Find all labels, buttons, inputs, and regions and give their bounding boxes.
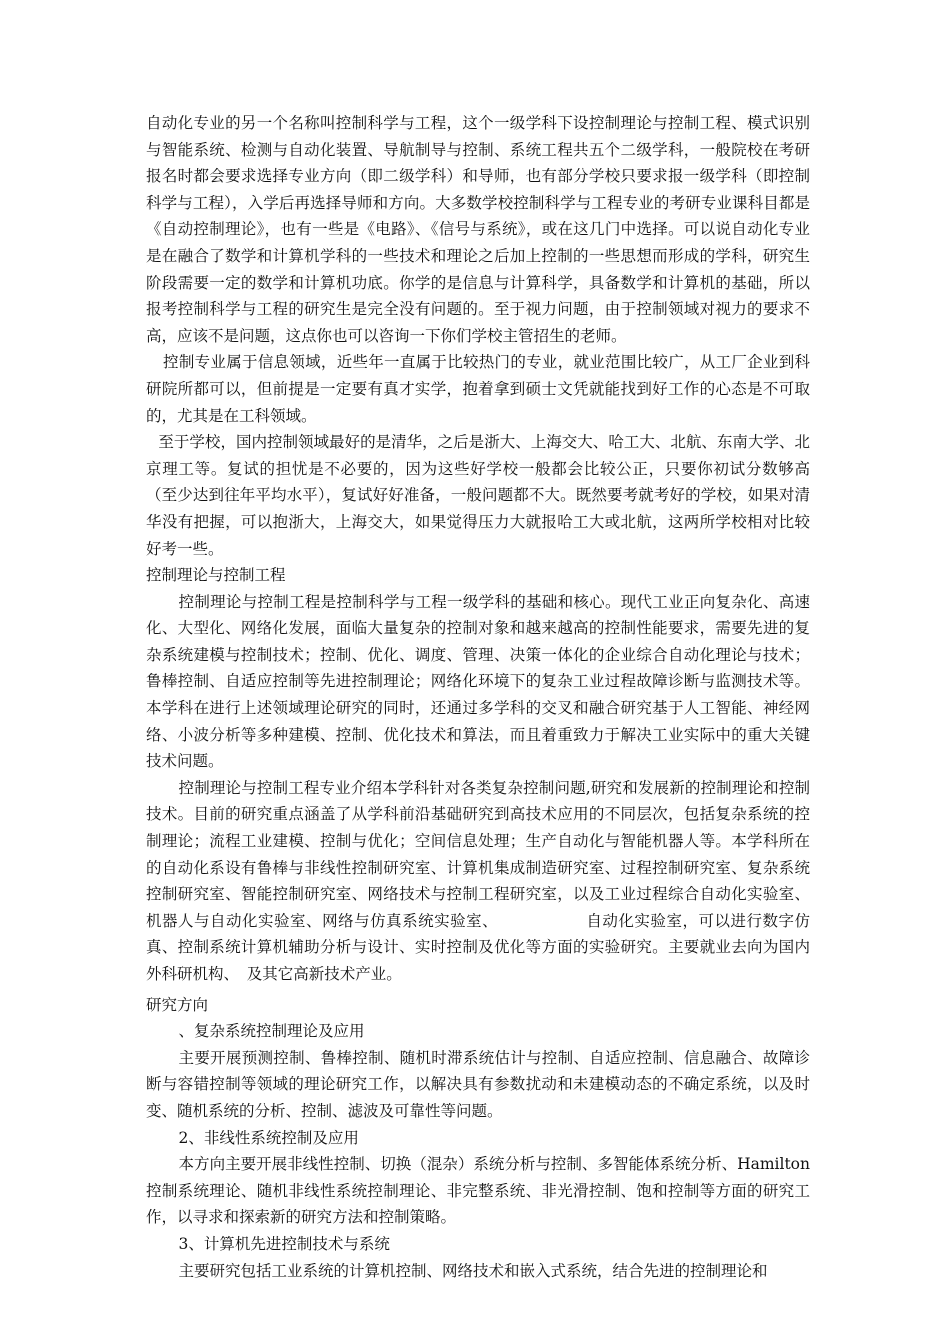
research-direction-1-title: 、复杂系统控制理论及应用 bbox=[178, 1022, 365, 1041]
research-direction-3-text: 主要研究包括工业系统的计算机控制、网络技术和嵌入式系统，结合先进的控制理论和 bbox=[178, 1261, 768, 1280]
paragraph-control-theory-core: 控制理论与控制工程是控制科学与工程一级学科的基础和核心。现代工业正向复杂化、高速化、大型化、网络化发展，面临大量复杂的控制对象和越来越高的控制性能要求，需要先进的复杂系统建模与控制技术；控制、优化、调度、管理、决策一体化的企业综合自动化理论与技术；鲁棒控制、自适应控制等先进控制理论；网络化环境下的复杂工业过程故障诊断与监测技术等。本学科在进行上述领域理论研究的同时，还通过多学科的交叉和融合研究基于人工智能、神经网络、小波分析等多种建模、控制、优化技术和算法，而且着重致力于解决工业实际中的重大关键技术问题。 bbox=[146, 592, 810, 771]
section-heading-control-theory: 控制理论与控制工程 bbox=[146, 566, 286, 585]
research-direction-3-title: 3、计算机先进控制技术与系统 bbox=[178, 1234, 390, 1253]
paragraph-employment: 控制专业属于信息领域，近些年一直属于比较热门的专业，就业范围比较广，从工厂企业到科研院所都可以，但前提是一定要有真才实学，抱着拿到硕士文凭就能找到好工作的心态是不可取的，尤其是在工科领域。 bbox=[146, 353, 810, 425]
document-body bbox=[146, 110, 810, 1284]
paragraph-control-theory-intro: 控制理论与控制工程专业介绍本学科针对各类复杂控制问题,研究和发展新的控制理论和控制技术。目前的研究重点涵盖了从学科前沿基础研究到高技术应用的不同层次，包括复杂系统的控制理论；流程工业建模、控制与优化；空间信息处理；生产自动化与智能机器人等。本学科所在的自动化系设有鲁棒与非线性控制研究室、计算机集成制造研究室、过程控制研究室、复杂系统控制研究室、智能控制研究室、网络技术与控制工程研究室，以及工业过程综合自动化实验室、机器人与自动化实验室、网络与仿真系统实验室、 自动化实验室，可以进行数字仿真、控制系统计算机辅助分析与设计、实时控制及优化等方面的实验研究。主要就业去向为国内外科研机构、 及其它高新技术产业。 bbox=[146, 778, 810, 983]
research-direction-2-title: 2、非线性系统控制及应用 bbox=[178, 1128, 359, 1147]
section-heading-research-directions: 研究方向 bbox=[146, 995, 209, 1014]
paragraph-intro: 自动化专业的另一个名称叫控制科学与工程，这个一级学科下设控制理论与控制工程、模式识别与智能系统、检测与自动化装置、导航制导与控制、系统工程共五个二级学科，一般院校在考研报名时都会要求选择专业方向（即二级学科）和导师，也有部分学校只要求报一级学科（即控制科学与工程），入学后再选择导师和方向。大多数学校控制科学与工程专业的考研专业课科目都是《自动控制理论》，也有一些是《电路》、《信号与系统》，或在这几门中选择。可以说自动化专业是在融合了数学和计算机学科的一些技术和理论之后加上控制的一些思想而形成的学科，研究生阶段需要一定的数学和计算机功底。你学的是信息与计算科学，具备数学和计算机的基础，所以报考控制科学与工程的研究生是完全没有问题的。至于视力问题，由于控制领域对视力的要求不高，应该不是问题，这点你也可以咨询一下你们学校主管招生的老师。 bbox=[146, 114, 810, 345]
research-direction-2-text: 本方向主要开展非线性控制、切换（混杂）系统分析与控制、多智能体系统分析、Hamilton控制系统理论、随机非线性系统控制理论、非完整系统、非光滑控制、饱和控制等方面的研究工作，以寻求和探索新的研究方法和控制策略。 bbox=[146, 1155, 810, 1227]
paragraph-schools: 至于学校，国内控制领域最好的是清华，之后是浙大、上海交大、哈工大、北航、东南大学、北京理工等。复试的担忧是不必要的，因为这些好学校一般都会比较公正，只要你初试分数够高（至少达到往年平均水平），复试好好准备，一般问题都不大。既然要考就考好的学校，如果对清华没有把握，可以抱浙大，上海交大，如果觉得压力大就报哈工大或北航，这两所学校相对比较好考一些。 bbox=[146, 433, 810, 558]
research-direction-1-text: 主要开展预测控制、鲁棒控制、随机时滞系统估计与控制、自适应控制、信息融合、故障诊断与容错控制等领域的理论研究工作，以解决具有参数扰动和未建模动态的不确定系统，以及时变、随机系统的分析、控制、滤波及可靠性等问题。 bbox=[146, 1048, 810, 1120]
